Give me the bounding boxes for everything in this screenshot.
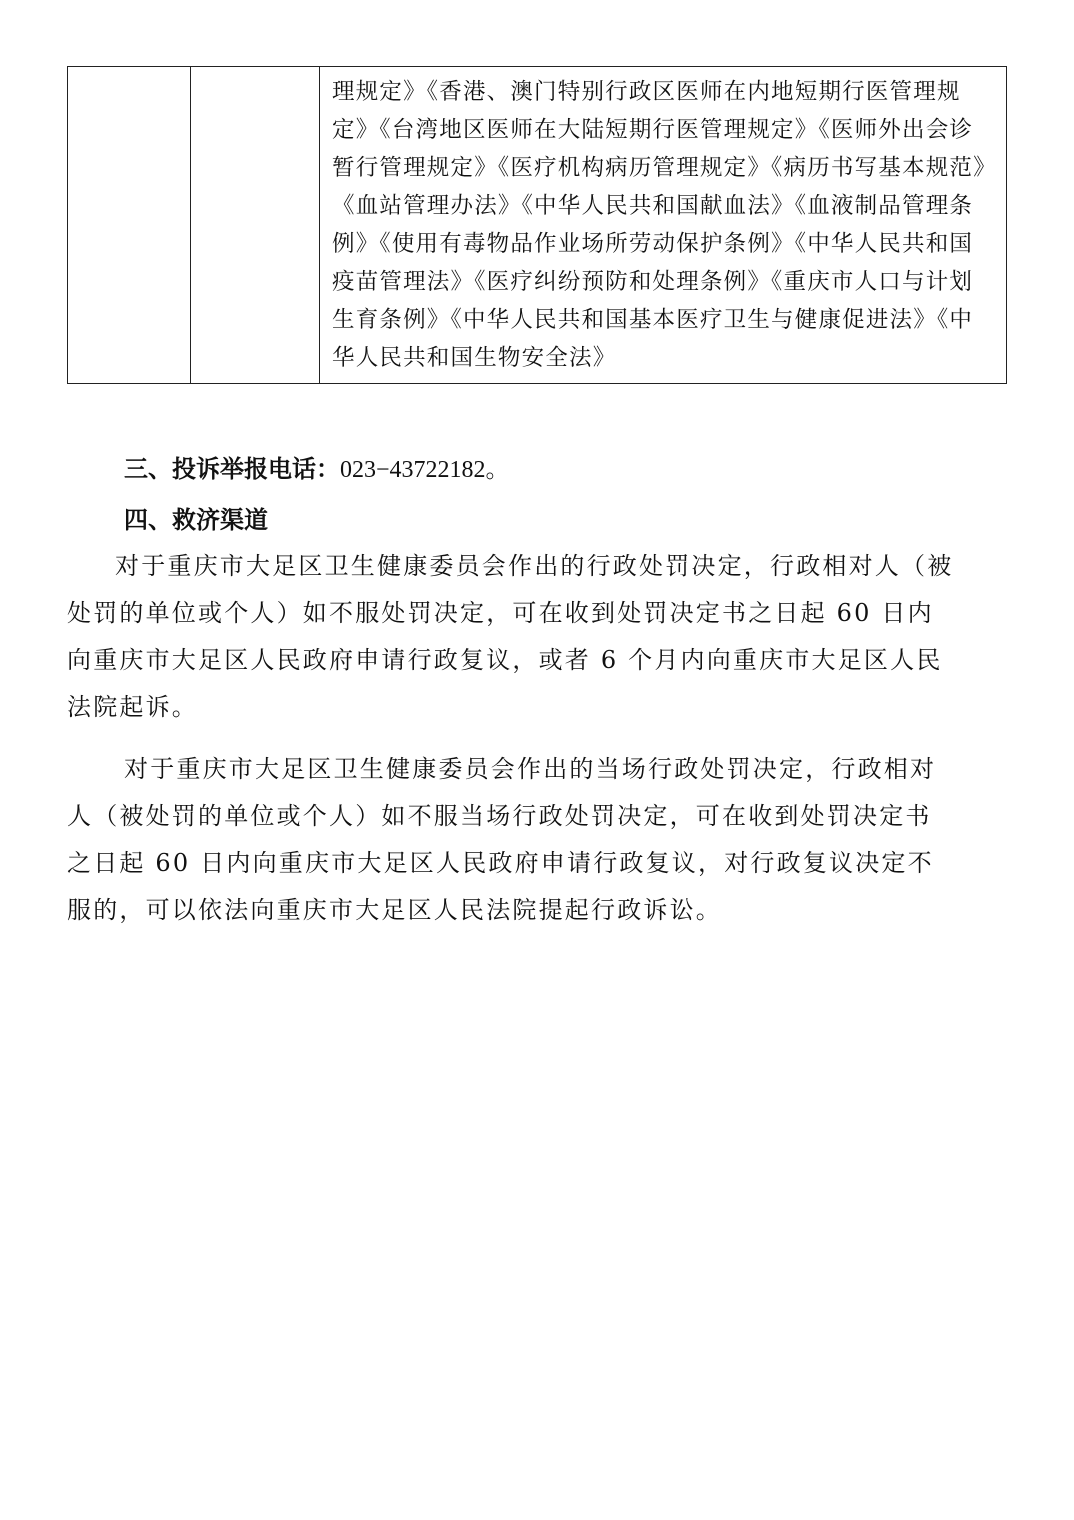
- paragraph-line: 法院起诉。: [67, 693, 198, 721]
- remedy-paragraph-1: [67, 543, 1065, 731]
- law-list-line: 定》《台湾地区医师在大陆短期行医管理规定》《医师外出会诊: [332, 117, 974, 143]
- law-list-line: 《血站管理办法》《中华人民共和国献血法》《血液制品管理条: [332, 193, 974, 219]
- complaint-hotline-label: 三、投诉举报电话：: [124, 455, 340, 483]
- law-list-line: 华人民共和国生物安全法》: [332, 345, 617, 371]
- law-list-line: 理规定》《香港、澳门特别行政区医师在内地短期行医管理规: [332, 79, 961, 105]
- paragraph-line: 之日起 60 日内向重庆市大足区人民政府申请行政复议，对行政复议决定不: [67, 849, 934, 877]
- remedy-paragraph-2: [67, 746, 1074, 934]
- law-list-line: 生育条例》《中华人民共和国基本医疗卫生与健康促进法》《中: [332, 307, 974, 333]
- complaint-hotline-number: 023−43722182。: [340, 457, 510, 483]
- table-cell-empty-1: [68, 67, 191, 383]
- paragraph-line: 人（被处罚的单位或个人）如不服当场行政处罚决定，可在收到处罚决定书: [67, 802, 932, 830]
- remedy-channels-heading: 四、救济渠道: [124, 506, 268, 534]
- paragraph-line: 对于重庆市大足区卫生健康委员会作出的行政处罚决定，行政相对人（被: [115, 552, 954, 580]
- complaint-hotline-heading: [124, 449, 510, 484]
- law-list-line: 例》《使用有毒物品作业场所劳动保护条例》《中华人民共和国: [332, 231, 974, 257]
- table-cell-empty-2: [191, 67, 320, 383]
- paragraph-line: 向重庆市大足区人民政府申请行政复议，或者 6 个月内向重庆市大足区人民: [67, 646, 943, 674]
- regulations-table: [67, 66, 1007, 384]
- paragraph-line: 对于重庆市大足区卫生健康委员会作出的当场行政处罚决定，行政相对: [124, 755, 937, 783]
- law-list-line: 疫苗管理法》《医疗纠纷预防和处理条例》《重庆市人口与计划: [332, 269, 974, 295]
- paragraph-line: 处罚的单位或个人）如不服处罚决定，可在收到处罚决定书之日起 60 日内: [67, 599, 934, 627]
- table-cell-laws: [320, 67, 1006, 383]
- paragraph-line: 服的，可以依法向重庆市大足区人民法院提起行政诉讼。: [67, 896, 722, 924]
- law-list-line: 暂行管理规定》《医疗机构病历管理规定》《病历书写基本规范》: [332, 155, 997, 181]
